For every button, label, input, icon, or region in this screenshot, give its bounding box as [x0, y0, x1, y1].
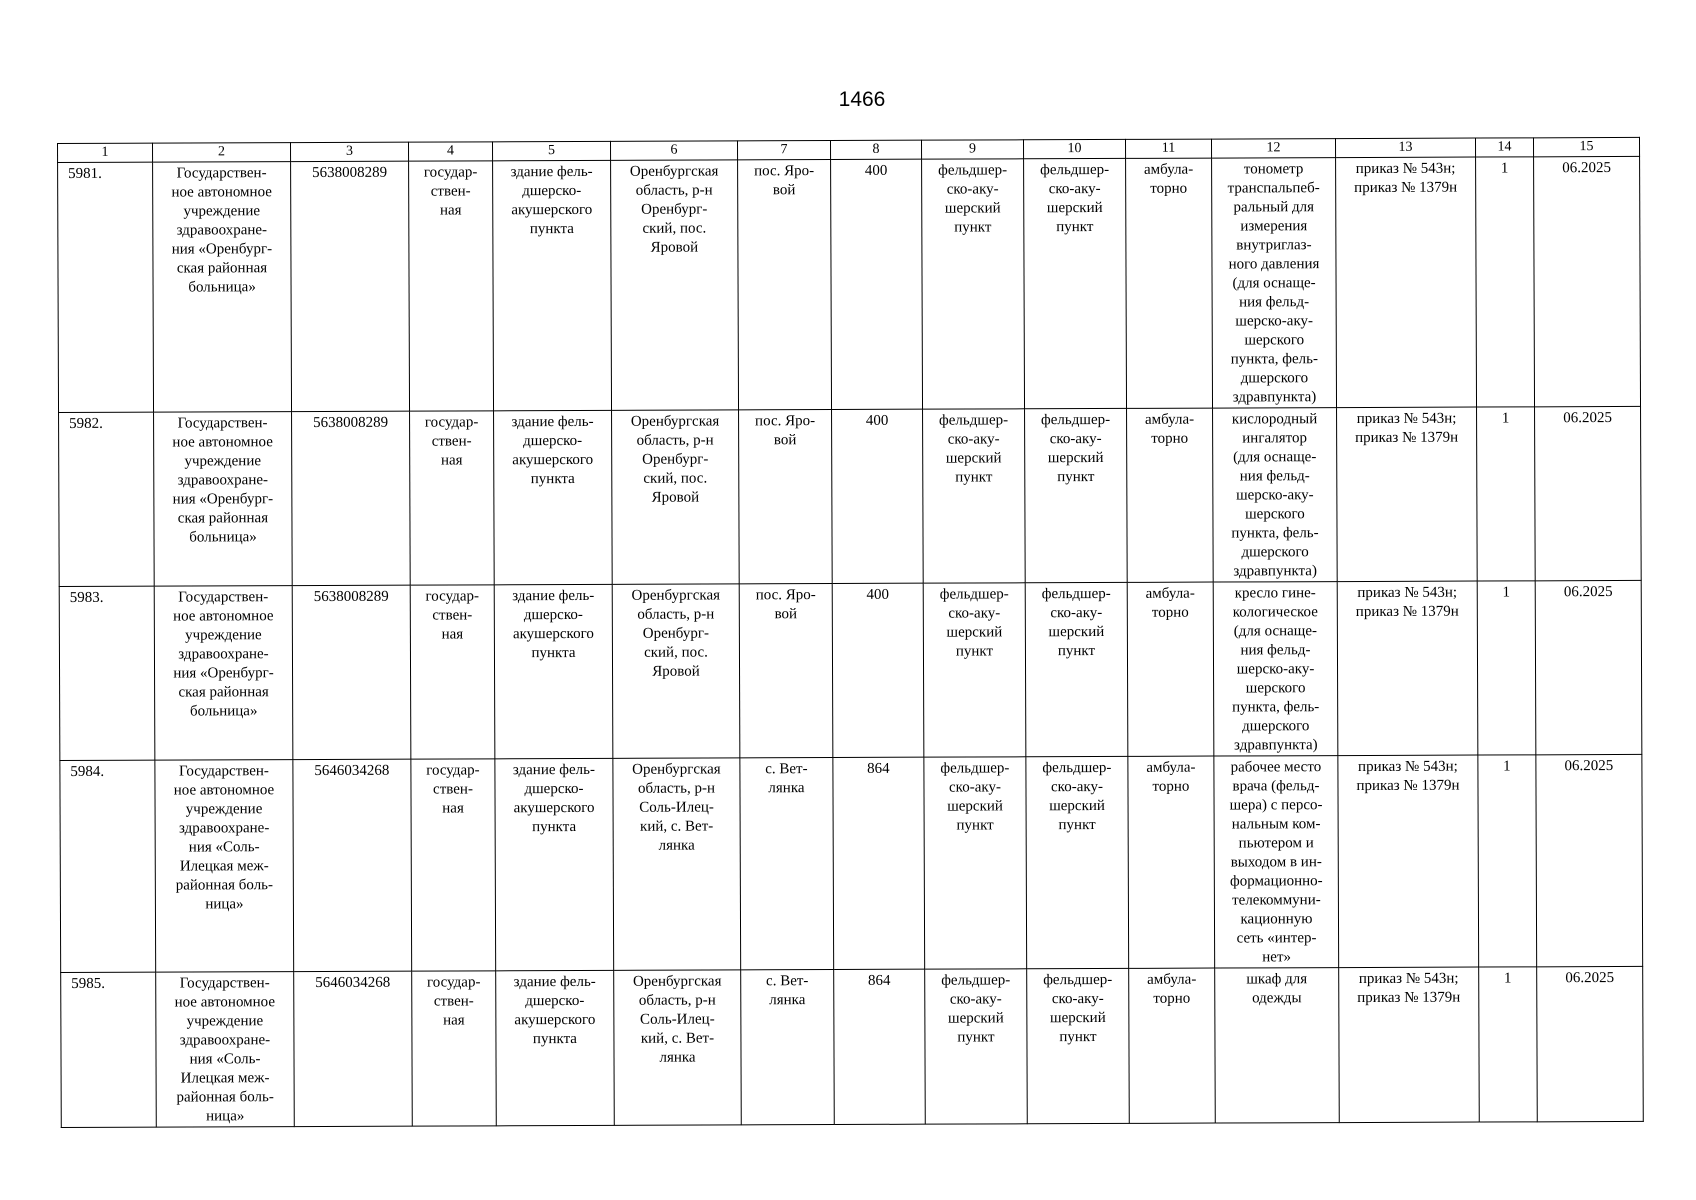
cell-text: 400 — [864, 162, 888, 179]
cell-text: пос. Яро- вой — [755, 587, 816, 623]
cell-text: государ- ствен- ная — [425, 588, 479, 643]
cell-text: 400 — [865, 412, 889, 429]
cell-text: амбула- торно — [1147, 971, 1197, 1007]
cell-text: 864 — [867, 760, 890, 777]
building-cell — [495, 758, 614, 970]
cell-text: фельдшер- ско-аку- шерский пункт — [1043, 971, 1113, 1046]
header-cell: 1 — [58, 143, 153, 162]
table-row — [59, 580, 1642, 760]
table-row — [61, 966, 1644, 1127]
cell-text: Оренбургская область, р-н Оренбург- ский, пос. Яровой — [631, 587, 721, 680]
quantity-cell — [1478, 755, 1537, 967]
cell-text: здание фель- дшерско- акушерского пункта — [510, 163, 593, 238]
header-cell: 11 — [1125, 139, 1211, 158]
inn-cell — [292, 585, 411, 759]
cell-text: приказ № 543н; приказ № 1379н — [1354, 160, 1458, 197]
cell-text: 5982. — [69, 415, 103, 432]
cell-text: амбула- торно — [1145, 585, 1195, 621]
cell-text: фельдшер- ско-аку- шерский пункт — [1042, 759, 1112, 834]
cell-text: 1 — [1502, 584, 1511, 601]
header-cell: 6 — [610, 141, 737, 160]
header-cell: 3 — [291, 142, 409, 161]
cell-text: 1 — [1503, 758, 1511, 775]
inn-cell — [293, 759, 412, 971]
row-number-cell — [59, 586, 155, 760]
date-cell — [1534, 156, 1641, 406]
unit-type-cell — [1025, 582, 1128, 756]
cell-text: кресло гине- кологическое (для оснаще- ния фельд- шерско-аку- шерского пункта, фель- дшерского здравпункта) — [1232, 585, 1320, 754]
header-cell: 7 — [737, 141, 830, 160]
cell-text: здание фель- дшерско- акушерского пункта — [512, 587, 595, 662]
equipment-cell — [1212, 158, 1337, 408]
cell-text: государ- ствен- ная — [423, 164, 478, 219]
cell-text: фельдшер- ско-аку- шерский пункт — [941, 972, 1011, 1046]
cell-text: амбула- торно — [1143, 161, 1194, 197]
care-form-cell — [1127, 582, 1214, 756]
cell-text: Государствен- ное автономное учреждение здравоохране- ния «Соль- Илецкая меж- районная боль- ница» — [174, 975, 276, 1125]
cell-text: с. Вет- лянка — [766, 973, 809, 1009]
order-cell — [1337, 581, 1478, 756]
unit-type-cell — [1024, 158, 1127, 408]
inn-cell — [291, 161, 410, 411]
document-table — [57, 137, 1644, 1128]
header-cell: 10 — [1023, 139, 1125, 158]
population-cell — [831, 159, 923, 409]
cell-text: Оренбургская область, р-н Соль-Илец- кий, с. Вет- лянка — [632, 761, 721, 854]
quantity-cell — [1479, 967, 1538, 1122]
cell-text: фельдшер- ско-аку- шерский пункт — [1041, 585, 1111, 660]
cell-text: 06.2025 — [1564, 758, 1614, 775]
cell-text: 5983. — [69, 589, 104, 606]
row-number-cell — [60, 760, 156, 972]
cell-text: 06.2025 — [1563, 410, 1612, 427]
address-cell — [612, 410, 740, 584]
cell-text: Государствен- ное автономное учреждение здравоохране- ния «Оренбург- ская районная больница» — [172, 415, 274, 546]
building-cell — [494, 584, 613, 758]
settlement-cell — [738, 160, 832, 410]
cell-text: с. Вет- лянка — [765, 761, 808, 797]
facility-type-cell — [923, 583, 1026, 757]
settlement-cell — [739, 410, 833, 584]
inn-cell — [292, 411, 411, 585]
quantity-cell — [1476, 157, 1535, 407]
unit-type-cell — [1027, 968, 1130, 1123]
cell-text: приказ № 543н; приказ № 1379н — [1355, 410, 1459, 447]
facility-type-cell — [925, 969, 1028, 1124]
cell-text: фельдшер- ско-аку- шерский пункт — [1041, 411, 1111, 486]
care-form-cell — [1126, 158, 1213, 408]
date-cell — [1535, 406, 1642, 580]
cell-text: Оренбургская область, р-н Соль-Илец- кий, с. Вет- лянка — [632, 973, 722, 1066]
order-cell — [1338, 755, 1479, 968]
address-cell — [611, 160, 739, 410]
cell-text: приказ № 543н; приказ № 1379н — [1355, 584, 1459, 621]
care-form-cell — [1129, 968, 1216, 1123]
cell-text: 864 — [867, 972, 891, 989]
header-cell: 5 — [492, 141, 610, 160]
cell-text: фельдшер- ско-аку- шерский пункт — [938, 162, 1008, 236]
organization-cell — [154, 586, 293, 761]
cell-text: тонометр транспальпеб- ральный для измерения внутриглаз- ного давления (для оснаще- ния фельд- шерско-аку- шерского пункта, фель- дшерского здравпункта) — [1227, 161, 1320, 406]
organization-cell — [154, 412, 293, 587]
care-form-cell — [1128, 756, 1215, 968]
header-cell: 14 — [1475, 138, 1533, 157]
organization-cell — [155, 760, 294, 973]
population-cell — [833, 757, 925, 969]
cell-text: 06.2025 — [1562, 160, 1612, 177]
ownership-cell — [412, 971, 497, 1126]
address-cell — [613, 758, 741, 970]
ownership-cell — [409, 161, 494, 411]
population-cell — [832, 583, 924, 757]
cell-text: Государствен- ное автономное учреждение здравоохране- ния «Оренбург- ская районная больница» — [173, 589, 274, 720]
cell-text: 400 — [866, 586, 890, 603]
settlement-cell — [739, 584, 833, 758]
cell-text: амбула- торно — [1146, 759, 1196, 795]
cell-text: 5985. — [71, 975, 106, 992]
cell-text: шкаф для одежды — [1246, 971, 1308, 1007]
cell-text: приказ № 543н; приказ № 1379н — [1356, 758, 1460, 795]
date-cell — [1535, 580, 1642, 754]
organization-cell — [153, 162, 292, 413]
cell-text: 5638008289 — [312, 164, 388, 182]
header-cell: 8 — [830, 140, 921, 159]
cell-text: 06.2025 — [1565, 970, 1615, 987]
quantity-cell — [1477, 581, 1536, 755]
cell-text: приказ № 543н; приказ № 1379н — [1357, 970, 1461, 1007]
order-cell — [1336, 157, 1477, 408]
cell-text: здание фель- дшерско- акушерского пункта — [512, 761, 595, 836]
cell-text: государ- ствен- ная — [424, 414, 479, 469]
cell-text: здание фель- дшерско- акушерского пункта — [511, 413, 594, 488]
unit-type-cell — [1025, 408, 1128, 582]
header-cell: 9 — [921, 140, 1023, 159]
building-cell — [496, 970, 615, 1125]
cell-text: амбула- торно — [1144, 411, 1195, 447]
cell-text: 1 — [1501, 410, 1510, 427]
date-cell — [1536, 754, 1643, 966]
cell-text: 1 — [1503, 970, 1512, 987]
cell-text: государ- ствен- ная — [426, 974, 481, 1029]
cell-text: фельдшер- ско-аку- шерский пункт — [939, 586, 1009, 660]
header-cell: 4 — [408, 142, 492, 161]
care-form-cell — [1127, 408, 1214, 582]
cell-text: фельдшер- ско-аку- шерский пункт — [939, 412, 1009, 486]
cell-text: государ- ствен- ная — [426, 762, 480, 817]
table-row — [59, 406, 1642, 586]
header-cell: 15 — [1533, 137, 1639, 156]
cell-text: фельдшер- ско-аку- шерский пункт — [1040, 161, 1110, 236]
row-number-cell — [59, 412, 155, 586]
header-cell: 13 — [1335, 138, 1475, 158]
facility-type-cell — [922, 159, 1025, 409]
settlement-cell — [740, 758, 834, 970]
quantity-cell — [1477, 407, 1536, 581]
cell-text: здание фель- дшерско- акушерского пункта — [513, 973, 596, 1048]
building-cell — [493, 160, 612, 410]
cell-text: 5638008289 — [313, 414, 389, 432]
cell-text: рабочее место врача (фельд- шера) с персо- нальным ком- пьютером и выходом в ин- формационно- телекоммуни- кационную сеть «интер- нет» — [1229, 759, 1323, 966]
ownership-cell — [411, 759, 496, 971]
ownership-cell — [410, 585, 495, 759]
cell-text: 5646034268 — [315, 974, 391, 992]
ownership-cell — [410, 411, 495, 585]
header-cell: 2 — [153, 143, 291, 163]
organization-cell — [156, 972, 295, 1128]
settlement-cell — [741, 970, 835, 1125]
cell-text: 5638008289 — [313, 588, 389, 606]
cell-text: 06.2025 — [1563, 584, 1613, 601]
header-cell: 12 — [1211, 139, 1335, 158]
order-cell — [1337, 407, 1478, 582]
equipment-cell — [1215, 968, 1340, 1123]
population-cell — [832, 409, 924, 583]
row-number-cell — [61, 972, 157, 1127]
address-cell — [614, 970, 742, 1125]
cell-text: 1 — [1500, 160, 1509, 177]
equipment-cell — [1214, 756, 1339, 968]
address-cell — [612, 584, 740, 758]
facility-type-cell — [923, 409, 1026, 583]
cell-text: пос. Яро- вой — [755, 413, 816, 449]
date-cell — [1537, 966, 1644, 1121]
unit-type-cell — [1026, 756, 1129, 968]
cell-text: 5984. — [70, 763, 105, 780]
inn-cell — [294, 971, 413, 1126]
cell-text: Государствен- ное автономное учреждение здравоохране- ния «Оренбург- ская районная больница» — [171, 165, 273, 296]
cell-text: 5981. — [68, 165, 102, 182]
order-cell — [1339, 967, 1480, 1123]
row-number-cell — [58, 162, 154, 412]
table-row — [58, 156, 1641, 412]
equipment-cell — [1213, 408, 1338, 582]
cell-text: Оренбургская область, р-н Оренбург- ский, пос. Яровой — [630, 413, 720, 506]
equipment-cell — [1213, 582, 1338, 756]
table-row — [60, 754, 1643, 972]
page-number: 1466 — [838, 88, 886, 111]
cell-text: фельдшер- ско-аку- шерский пункт — [940, 760, 1010, 834]
population-cell — [834, 969, 926, 1124]
building-cell — [494, 410, 613, 584]
cell-text: пос. Яро- вой — [754, 163, 815, 199]
cell-text: кислородный ингалятор (для оснаще- ния фельд- шерско-аку- шерского пункта, фель- дшерского здравпункта) — [1231, 411, 1319, 580]
cell-text: 5646034268 — [314, 762, 390, 780]
cell-text: Государствен- ное автономное учреждение здравоохране- ния «Соль- Илецкая меж- районная боль- ница» — [173, 763, 275, 913]
cell-text: Оренбургская область, р-н Оренбург- ский, пос. Яровой — [629, 163, 719, 256]
facility-type-cell — [924, 757, 1027, 969]
